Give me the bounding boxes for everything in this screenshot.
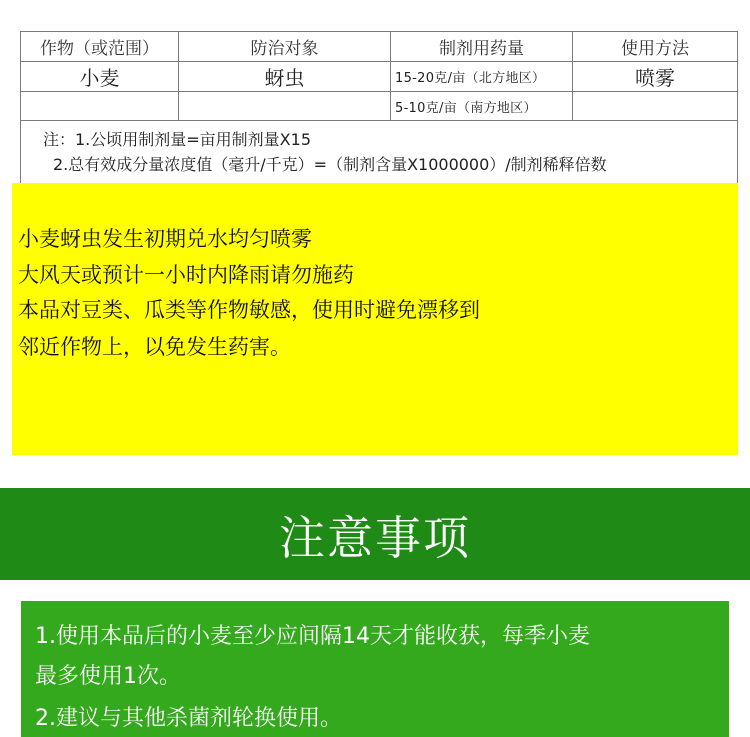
header-dose: 制剂用药量 <box>391 32 573 62</box>
instruction-line: 邻近作物上，以免发生药害。 <box>18 335 291 359</box>
section-header <box>0 488 750 580</box>
cell-dose: 15-20克/亩（北方地区） <box>391 62 573 92</box>
instruction-line: 大风天或预计一小时内降雨请勿施药 <box>18 263 354 287</box>
cell-method <box>573 92 738 121</box>
table-header-row <box>21 32 738 62</box>
precautions-box <box>21 601 729 737</box>
instruction-line: 小麦蚜虫发生初期兑水均匀喷雾 <box>18 227 312 251</box>
table-row <box>21 62 738 92</box>
cell-method: 喷雾 <box>573 62 738 92</box>
cell-target <box>179 92 391 121</box>
cell-crop: 小麦 <box>21 62 179 92</box>
note-line: 2.总有效成分量浓度值（毫升/千克）=（制剂含量X1000000）/制剂稀释倍数 <box>53 155 607 174</box>
cell-crop <box>21 92 179 121</box>
section-title: 注意事项 <box>279 511 471 565</box>
cell-target: 蚜虫 <box>179 62 391 92</box>
note-line: 注：1.公顷用制剂量=亩用制剂量X15 <box>43 130 311 149</box>
precaution-line: 1.使用本品后的小麦至少应间隔14天才能收获，每季小麦 <box>35 624 590 649</box>
precaution-line: 最多使用1次。 <box>35 664 181 689</box>
table-row <box>21 92 738 121</box>
header-crop: 作物（或范围） <box>21 32 179 62</box>
notes-row <box>21 121 738 184</box>
instruction-line: 本品对豆类、瓜类等作物敏感，使用时避免漂移到 <box>18 298 480 322</box>
table-notes <box>21 121 738 184</box>
precaution-line: 2.建议与其他杀菌剂轮换使用。 <box>35 706 342 731</box>
header-method: 使用方法 <box>573 32 738 62</box>
usage-table <box>20 31 738 184</box>
cell-dose: 5-10克/亩（南方地区） <box>391 92 573 121</box>
usage-instructions-panel <box>12 183 738 455</box>
header-target: 防治对象 <box>179 32 391 62</box>
